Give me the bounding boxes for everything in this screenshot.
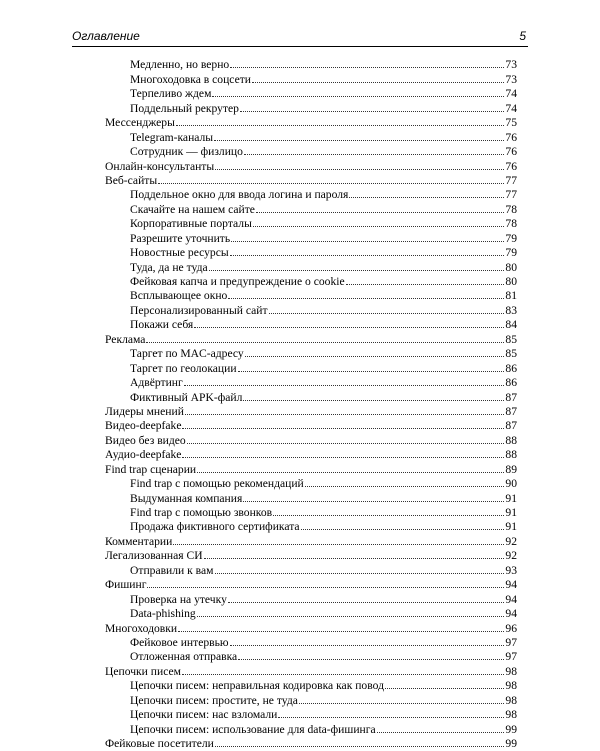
dot-leader <box>240 111 504 112</box>
toc-entry-page: 85 <box>505 332 517 346</box>
dot-leader <box>182 674 504 675</box>
toc-entry-page: 99 <box>505 737 517 750</box>
toc-entry-page: 73 <box>505 58 517 72</box>
toc-entry-page: 90 <box>505 477 517 491</box>
dot-leader <box>228 298 504 299</box>
toc-entry-title: Корпоративные порталы <box>130 217 252 231</box>
toc-entry-title: Цепочки писем <box>105 664 181 678</box>
toc-entry-page: 83 <box>505 303 517 317</box>
toc-entry-title: Терпеливо ждем <box>130 87 212 101</box>
toc-entry-title: Реклама <box>105 332 146 346</box>
toc-entry-page: 76 <box>505 159 517 173</box>
dot-leader <box>228 602 505 603</box>
dot-leader <box>238 371 505 372</box>
toc-entry-page: 99 <box>505 722 517 736</box>
toc-entry-title: Фейковые посетители <box>105 737 214 750</box>
toc-entry-title: Цепочки писем: нас взломали <box>130 708 278 722</box>
toc-entry-page: 89 <box>505 462 517 476</box>
toc-entry-page: 93 <box>505 563 517 577</box>
toc-entry-title: Поддельный рекрутер <box>130 101 239 115</box>
toc-entry-page: 86 <box>505 376 517 390</box>
dot-leader <box>147 587 504 588</box>
toc-entry-page: 94 <box>505 592 517 606</box>
toc-entry-title: Выдуманная компания <box>130 491 243 505</box>
dot-leader <box>256 212 504 213</box>
dot-leader <box>253 226 505 227</box>
dot-leader <box>158 183 504 184</box>
toc-entry-page: 78 <box>505 202 517 216</box>
toc-entry-title: Разрешите уточнить <box>130 231 231 245</box>
toc-entry-title: Find trap с помощью рекомендаций <box>130 477 304 491</box>
toc-entry-title: Аудио-deepfake <box>105 448 182 462</box>
toc-subentry[interactable] <box>105 592 517 606</box>
dot-leader <box>184 385 505 386</box>
toc-entry-title: Новостные ресурсы <box>130 246 229 260</box>
toc-entry[interactable] <box>105 433 517 447</box>
dot-leader <box>243 501 504 502</box>
dot-leader <box>204 558 505 559</box>
toc-entry[interactable] <box>105 462 517 476</box>
toc-entry-page: 77 <box>505 173 517 187</box>
dot-leader <box>230 255 505 256</box>
toc-entry-title: Сотрудник — физлицо <box>130 145 243 159</box>
toc-entry-page: 73 <box>505 72 517 86</box>
dot-leader <box>252 82 504 83</box>
toc-entry-page: 98 <box>505 664 517 678</box>
dot-leader <box>244 154 504 155</box>
toc-entry[interactable] <box>105 448 517 462</box>
dot-leader <box>182 428 504 429</box>
toc-entry-title: Фейковая капча и предупреждение о cookie <box>130 275 345 288</box>
toc-entry-page: 88 <box>505 448 517 462</box>
toc-entry-title: Data-phishing <box>130 607 196 621</box>
toc-subentry[interactable] <box>105 650 517 664</box>
page-header <box>72 28 528 47</box>
toc-subentry[interactable] <box>105 246 517 260</box>
toc-entry-page: 79 <box>505 231 517 245</box>
dot-leader <box>215 746 505 747</box>
toc-entry-title: Медленно, но верно <box>130 58 230 72</box>
dot-leader <box>194 327 504 328</box>
toc-entry-page: 91 <box>505 520 517 534</box>
toc-entry-title: Персонализированный сайт <box>130 303 268 317</box>
toc-entry-page: 76 <box>505 130 517 144</box>
toc-entry-page: 98 <box>505 679 517 693</box>
toc-entry-page: 79 <box>505 246 517 260</box>
toc-entry-page: 78 <box>505 217 517 231</box>
toc-subentry[interactable] <box>105 289 517 303</box>
toc-subentry[interactable] <box>105 708 517 722</box>
toc-entry[interactable] <box>105 621 517 635</box>
header-page-number: 5 <box>519 29 526 43</box>
toc-entry-title: Telegram-каналы <box>130 130 214 144</box>
toc-subentry[interactable] <box>105 130 517 144</box>
toc-subentry[interactable] <box>105 607 517 621</box>
toc-entry-title: Веб-сайты <box>105 173 158 187</box>
toc-entry-title: Таргет по MAC-адресу <box>130 347 244 361</box>
dot-leader <box>273 515 504 516</box>
toc-entry[interactable] <box>105 405 517 419</box>
dot-leader <box>269 313 505 314</box>
toc-subentry[interactable] <box>105 693 517 707</box>
toc-entry-page: 87 <box>505 390 517 404</box>
toc-subentry[interactable] <box>105 376 517 390</box>
dot-leader <box>299 703 505 704</box>
toc-subentry[interactable] <box>105 361 517 375</box>
dot-leader <box>197 472 504 473</box>
dot-leader <box>230 645 505 646</box>
dot-leader <box>346 284 505 285</box>
toc-entry-page: 97 <box>505 650 517 664</box>
toc-entry-page: 98 <box>505 708 517 722</box>
toc-entry-title: Фиктивный APK-файл <box>130 390 243 404</box>
toc-entry-title: Отложенная отправка <box>130 650 238 664</box>
toc-entry-title: Покажи себя <box>130 318 194 332</box>
toc-entry-title: Всплывающее окно <box>130 289 228 303</box>
toc-entry-page: 81 <box>505 289 517 303</box>
dot-leader <box>173 544 504 545</box>
toc-entry-title: Фишинг <box>105 578 147 592</box>
toc-entry-page: 80 <box>505 260 517 274</box>
toc-entry-page: 96 <box>505 621 517 635</box>
toc-subentry[interactable] <box>105 491 517 505</box>
toc-entry-title: Find trap с помощью звонков <box>130 506 273 519</box>
dot-leader <box>305 486 505 487</box>
toc-entry-title: Скачайте на нашем сайте <box>130 202 255 216</box>
toc-entry-title: Многоходовки <box>105 621 178 635</box>
toc-entry[interactable] <box>105 549 517 563</box>
toc-entry-title: Комментарии <box>105 534 173 548</box>
toc-subentry[interactable] <box>105 636 517 650</box>
toc-entry-page: 77 <box>505 188 517 202</box>
toc-entry-page: 98 <box>505 693 517 707</box>
dot-leader <box>146 342 504 343</box>
toc-subentry[interactable] <box>105 563 517 577</box>
toc-entry-title: Онлайн-консультанты <box>105 159 215 173</box>
toc-subentry[interactable] <box>105 679 517 693</box>
toc-entry-page: 86 <box>505 361 517 375</box>
toc-entry-page: 85 <box>505 347 517 361</box>
toc-subentry[interactable] <box>105 58 517 72</box>
toc-subentry[interactable] <box>105 101 517 115</box>
toc-entry-page: 87 <box>505 404 517 418</box>
toc-entry-title: Видео без видео <box>105 433 186 447</box>
toc-entry[interactable] <box>105 578 517 592</box>
dot-leader <box>185 414 505 415</box>
toc-entry-title: Легализованная СИ <box>105 549 203 563</box>
toc-entry-title: Продажа фиктивного сертификата <box>130 520 300 534</box>
toc-subentry[interactable] <box>105 145 517 159</box>
toc-entry-page: 91 <box>505 491 517 505</box>
toc-entry-page: 76 <box>505 145 517 159</box>
dot-leader <box>385 688 504 689</box>
toc-subentry[interactable] <box>105 303 517 317</box>
dot-leader <box>176 125 505 126</box>
toc-entry-page: 87 <box>505 419 517 433</box>
toc-entry-title: Мессенджеры <box>105 116 175 130</box>
toc-entry-page: 91 <box>505 506 517 519</box>
toc-entry-page: 92 <box>505 549 517 563</box>
dot-leader <box>243 400 504 401</box>
toc-subentry[interactable] <box>105 347 517 361</box>
toc-subentry[interactable] <box>105 275 517 289</box>
toc-entry[interactable] <box>105 419 517 433</box>
dot-leader <box>187 443 505 444</box>
toc-subentry[interactable] <box>105 318 517 332</box>
toc-entry-page: 97 <box>505 635 517 649</box>
toc-subentry[interactable] <box>105 477 517 491</box>
toc-entry[interactable] <box>105 159 517 173</box>
dot-leader <box>231 241 504 242</box>
toc-subentry[interactable] <box>105 390 517 404</box>
table-of-contents <box>105 58 517 751</box>
header-section-title: Оглавление <box>72 29 140 43</box>
toc-entry-title: Find trap сценарии <box>105 462 197 476</box>
toc-subentry[interactable] <box>105 202 517 216</box>
toc-subentry[interactable] <box>105 72 517 86</box>
dot-leader <box>209 270 505 271</box>
toc-entry-page: 94 <box>505 578 517 592</box>
toc-subentry[interactable] <box>105 231 517 245</box>
dot-leader <box>212 96 504 97</box>
dot-leader <box>245 356 505 357</box>
toc-entry[interactable] <box>105 664 517 678</box>
toc-entry[interactable] <box>105 534 517 548</box>
dot-leader <box>214 140 504 141</box>
toc-subentry[interactable] <box>105 188 517 202</box>
dot-leader <box>238 659 504 660</box>
dot-leader <box>215 573 505 574</box>
toc-subentry[interactable] <box>105 217 517 231</box>
toc-entry[interactable] <box>105 116 517 130</box>
toc-subentry[interactable] <box>105 520 517 534</box>
toc-entry-title: Адвёртинг <box>130 376 183 390</box>
toc-entry-page: 88 <box>505 433 517 447</box>
toc-entry-page: 74 <box>505 87 517 101</box>
toc-subentry[interactable] <box>105 87 517 101</box>
toc-entry-title: Видео-deepfake <box>105 419 182 433</box>
toc-entry[interactable] <box>105 737 517 751</box>
toc-entry-page: 80 <box>505 275 517 288</box>
toc-entry-title: Многоходовка в соцсети <box>130 72 251 86</box>
toc-entry-page: 92 <box>505 534 517 548</box>
toc-entry-title: Таргет по геолокации <box>130 361 237 375</box>
dot-leader <box>215 169 504 170</box>
dot-leader <box>377 732 505 733</box>
toc-subentry[interactable] <box>105 506 517 520</box>
toc-entry-title: Цепочки писем: использование для data-фишинга <box>130 722 376 736</box>
toc-subentry[interactable] <box>105 722 517 736</box>
dot-leader <box>178 631 504 632</box>
dot-leader <box>230 67 504 68</box>
dot-leader <box>301 529 505 530</box>
toc-entry-page: 84 <box>505 318 517 332</box>
toc-entry[interactable] <box>105 332 517 346</box>
toc-entry-title: Цепочки писем: неправильная кодировка как повод <box>130 679 384 693</box>
dot-leader <box>182 457 504 458</box>
toc-entry-title: Фейковое интервью <box>130 635 229 649</box>
toc-entry-title: Отправили к вам <box>130 563 214 577</box>
dot-leader <box>278 717 504 718</box>
toc-entry-page: 74 <box>505 101 517 115</box>
toc-entry-title: Лидеры мнений <box>105 404 184 418</box>
toc-entry-page: 75 <box>505 116 517 130</box>
toc-entry-title: Цепочки писем: простите, не туда <box>130 693 298 707</box>
toc-subentry[interactable] <box>105 260 517 274</box>
toc-entry-title: Поддельное окно для ввода логина и пароля <box>130 188 349 202</box>
toc-entry-page: 94 <box>505 607 517 621</box>
toc-entry[interactable] <box>105 174 517 188</box>
dot-leader <box>197 616 505 617</box>
toc-entry-title: Туда, да не туда <box>130 260 208 274</box>
dot-leader <box>349 197 504 198</box>
toc-entry-title: Проверка на утечку <box>130 592 227 606</box>
